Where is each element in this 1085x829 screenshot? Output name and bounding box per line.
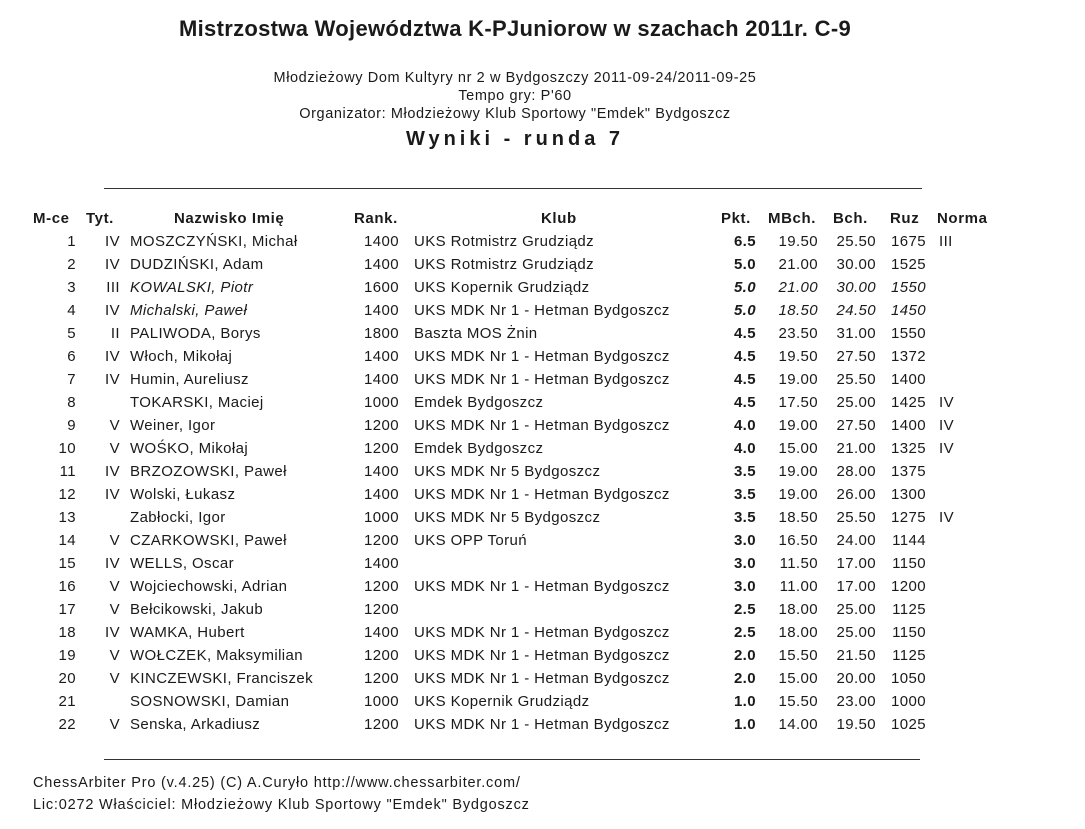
cell-title: V	[109, 670, 120, 687]
cell-place: 16	[58, 578, 76, 595]
cell-bch: 30.00	[836, 279, 876, 296]
footer-software: ChessArbiter Pro (v.4.25) (C) A.Curyło http://www.chessarbiter.com/	[33, 775, 521, 791]
table-row	[0, 715, 1085, 738]
cell-mbch: 15.50	[778, 693, 818, 710]
cell-rank: 1200	[364, 578, 399, 595]
cell-player-name: DUDZIŃSKI, Adam	[130, 256, 264, 273]
cell-ruz: 1300	[891, 486, 926, 503]
cell-title: V	[109, 716, 120, 733]
bottom-divider	[104, 759, 920, 760]
cell-ruz: 1425	[891, 394, 926, 411]
cell-ruz: 1125	[892, 647, 926, 664]
cell-rank: 1400	[364, 233, 399, 250]
cell-place: 2	[67, 256, 76, 273]
cell-rank: 1400	[364, 486, 399, 503]
cell-rank: 1000	[364, 509, 399, 526]
cell-mbch: 17.50	[778, 394, 818, 411]
cell-place: 3	[67, 279, 76, 296]
cell-place: 4	[67, 302, 76, 319]
cell-ruz: 1372	[891, 348, 926, 365]
cell-club: UKS Rotmistrz Grudziądz	[414, 233, 595, 250]
table-row	[0, 278, 1085, 301]
cell-player-name: BRZOZOWSKI, Paweł	[130, 463, 287, 480]
cell-player-name: Humin, Aureliusz	[130, 371, 249, 388]
cell-place: 15	[58, 555, 76, 572]
organizer-line: Organizator: Młodzieżowy Klub Sportowy "Emdek" Bydgoszcz	[299, 106, 731, 122]
cell-mbch: 15.00	[778, 670, 818, 687]
cell-points: 5.0	[733, 256, 756, 273]
cell-place: 18	[58, 624, 76, 641]
cell-points: 4.5	[733, 394, 756, 411]
cell-title: IV	[105, 302, 120, 319]
cell-club: UKS MDK Nr 1 - Hetman Bydgoszcz	[414, 302, 670, 319]
col-header-title: Tyt.	[86, 210, 114, 227]
cell-rank: 1400	[364, 463, 399, 480]
cell-ruz: 1325	[891, 440, 926, 457]
cell-points: 2.0	[733, 647, 756, 664]
cell-club: UKS MDK Nr 1 - Hetman Bydgoszcz	[414, 716, 670, 733]
cell-points: 6.5	[733, 233, 756, 250]
cell-title: V	[109, 601, 120, 618]
cell-place: 9	[67, 417, 76, 434]
cell-mbch: 14.00	[778, 716, 818, 733]
col-header-name: Nazwisko Imię	[174, 210, 285, 227]
cell-mbch: 11.00	[779, 578, 818, 595]
table-row	[0, 531, 1085, 554]
cell-player-name: Zabłocki, Igor	[130, 509, 226, 526]
cell-title: IV	[105, 463, 120, 480]
cell-mbch: 23.50	[778, 325, 818, 342]
cell-rank: 1200	[364, 532, 399, 549]
cell-mbch: 19.00	[778, 417, 818, 434]
cell-player-name: CZARKOWSKI, Paweł	[130, 532, 287, 549]
cell-title: IV	[105, 256, 120, 273]
cell-place: 14	[58, 532, 76, 549]
cell-rank: 1600	[364, 279, 399, 296]
cell-place: 8	[67, 394, 76, 411]
cell-points: 4.5	[733, 348, 756, 365]
cell-club: UKS MDK Nr 1 - Hetman Bydgoszcz	[414, 348, 670, 365]
cell-points: 3.5	[733, 486, 756, 503]
cell-points: 4.5	[733, 325, 756, 342]
cell-bch: 27.50	[836, 417, 876, 434]
cell-ruz: 1400	[891, 371, 926, 388]
table-row	[0, 416, 1085, 439]
cell-bch: 26.00	[836, 486, 876, 503]
table-row	[0, 600, 1085, 623]
cell-points: 4.0	[733, 417, 756, 434]
cell-place: 1	[67, 233, 76, 250]
cell-points: 4.5	[733, 371, 756, 388]
table-row	[0, 485, 1085, 508]
cell-title: IV	[105, 555, 120, 572]
col-header-club: Klub	[541, 210, 577, 227]
cell-club: UKS MDK Nr 1 - Hetman Bydgoszcz	[414, 624, 670, 641]
cell-title: IV	[105, 624, 120, 641]
footer-license: Lic:0272 Właściciel: Młodzieżowy Klub Sportowy "Emdek" Bydgoszcz	[33, 797, 530, 813]
cell-points: 3.5	[733, 509, 756, 526]
cell-place: 13	[58, 509, 76, 526]
cell-title: V	[109, 532, 120, 549]
cell-club: UKS MDK Nr 1 - Hetman Bydgoszcz	[414, 647, 670, 664]
cell-bch: 25.00	[836, 601, 876, 618]
round-heading: Wyniki - runda 7	[405, 128, 625, 150]
cell-bch: 25.00	[836, 394, 876, 411]
cell-norma: IV	[939, 417, 954, 434]
venue-line: Młodzieżowy Dom Kultyry nr 2 w Bydgoszczy 2011-09-24/2011-09-25	[273, 70, 757, 86]
cell-club: Emdek Bydgoszcz	[414, 440, 544, 457]
cell-mbch: 21.00	[778, 256, 818, 273]
cell-player-name: MOSZCZYŃSKI, Michał	[130, 233, 298, 250]
cell-bch: 24.00	[836, 532, 876, 549]
cell-title: III	[106, 279, 120, 296]
cell-player-name: WOŁCZEK, Maksymilian	[130, 647, 304, 664]
cell-rank: 1400	[364, 348, 399, 365]
cell-bch: 28.00	[836, 463, 876, 480]
cell-bch: 17.00	[836, 578, 876, 595]
cell-rank: 1400	[364, 371, 399, 388]
cell-rank: 1400	[364, 624, 399, 641]
cell-player-name: Wojciechowski, Adrian	[130, 578, 288, 595]
table-row	[0, 577, 1085, 600]
table-row	[0, 232, 1085, 255]
table-row	[0, 370, 1085, 393]
cell-title: V	[109, 578, 120, 595]
table-header	[0, 209, 1085, 232]
cell-player-name: KOWALSKI, Piotr	[130, 279, 254, 296]
col-header-norma: Norma	[937, 210, 988, 227]
cell-points: 4.0	[733, 440, 756, 457]
table-row	[0, 554, 1085, 577]
cell-player-name: Michalski, Paweł	[130, 302, 248, 319]
cell-bch: 20.00	[836, 670, 876, 687]
cell-mbch: 18.00	[778, 601, 818, 618]
cell-rank: 1000	[364, 394, 399, 411]
cell-bch: 27.50	[836, 348, 876, 365]
col-header-place: M-ce	[33, 210, 70, 227]
table-row	[0, 301, 1085, 324]
cell-title: IV	[105, 348, 120, 365]
cell-place: 11	[59, 463, 76, 480]
cell-norma: IV	[939, 394, 954, 411]
cell-bch: 25.50	[836, 233, 876, 250]
table-row	[0, 393, 1085, 416]
cell-bch: 17.00	[836, 555, 876, 572]
cell-club: UKS MDK Nr 5 Bydgoszcz	[414, 509, 601, 526]
cell-bch: 19.50	[836, 716, 876, 733]
table-row	[0, 508, 1085, 531]
cell-mbch: 19.00	[778, 463, 818, 480]
cell-bch: 25.00	[836, 624, 876, 641]
cell-title: IV	[105, 233, 120, 250]
tempo-line: Tempo gry: P'60	[458, 88, 572, 104]
cell-club: UKS MDK Nr 5 Bydgoszcz	[414, 463, 601, 480]
cell-ruz: 1550	[891, 279, 926, 296]
cell-mbch: 15.50	[778, 647, 818, 664]
cell-points: 1.0	[733, 716, 756, 733]
cell-place: 10	[58, 440, 76, 457]
cell-mbch: 15.00	[778, 440, 818, 457]
cell-place: 19	[58, 647, 76, 664]
cell-rank: 1200	[364, 417, 399, 434]
cell-place: 7	[67, 371, 76, 388]
cell-rank: 1200	[364, 440, 399, 457]
cell-ruz: 1450	[891, 302, 926, 319]
cell-player-name: Bełcikowski, Jakub	[130, 601, 264, 618]
table-row	[0, 255, 1085, 278]
cell-player-name: WELLS, Oscar	[130, 555, 234, 572]
cell-club: UKS MDK Nr 1 - Hetman Bydgoszcz	[414, 578, 670, 595]
cell-mbch: 19.50	[778, 348, 818, 365]
cell-points: 5.0	[733, 279, 756, 296]
cell-points: 3.0	[733, 555, 756, 572]
cell-mbch: 21.00	[778, 279, 818, 296]
cell-rank: 1200	[364, 647, 399, 664]
cell-place: 6	[67, 348, 76, 365]
cell-points: 2.0	[733, 670, 756, 687]
table-row	[0, 646, 1085, 669]
cell-norma: IV	[939, 509, 954, 526]
cell-rank: 1200	[364, 670, 399, 687]
cell-bch: 21.50	[836, 647, 876, 664]
cell-mbch: 18.50	[778, 509, 818, 526]
cell-points: 3.0	[733, 578, 756, 595]
cell-norma: IV	[939, 440, 954, 457]
cell-club: Emdek Bydgoszcz	[414, 394, 544, 411]
cell-ruz: 1000	[891, 693, 926, 710]
cell-bch: 21.00	[836, 440, 876, 457]
cell-points: 2.5	[733, 624, 756, 641]
cell-club: Baszta MOS Żnin	[414, 325, 538, 342]
cell-place: 21	[58, 693, 76, 710]
cell-title: V	[109, 440, 120, 457]
cell-place: 22	[58, 716, 76, 733]
cell-title: V	[109, 647, 120, 664]
cell-points: 5.0	[733, 302, 756, 319]
table-row	[0, 439, 1085, 462]
cell-rank: 1800	[364, 325, 399, 342]
cell-mbch: 18.50	[778, 302, 818, 319]
cell-bch: 23.00	[836, 693, 876, 710]
col-header-points: Pkt.	[721, 210, 751, 227]
cell-ruz: 1200	[891, 578, 926, 595]
cell-player-name: WOŚKO, Mikołaj	[130, 440, 249, 457]
cell-rank: 1200	[364, 716, 399, 733]
cell-club: UKS OPP Toruń	[414, 532, 528, 549]
cell-club: UKS Rotmistrz Grudziądz	[414, 256, 595, 273]
col-header-rank: Rank.	[354, 210, 398, 227]
cell-player-name: Senska, Arkadiusz	[130, 716, 261, 733]
cell-player-name: TOKARSKI, Maciej	[130, 394, 264, 411]
cell-ruz: 1275	[891, 509, 926, 526]
cell-club: UKS MDK Nr 1 - Hetman Bydgoszcz	[414, 417, 670, 434]
cell-rank: 1000	[364, 693, 399, 710]
cell-points: 2.5	[733, 601, 756, 618]
table-row	[0, 669, 1085, 692]
cell-ruz: 1400	[891, 417, 926, 434]
cell-player-name: Weiner, Igor	[130, 417, 216, 434]
cell-bch: 30.00	[836, 256, 876, 273]
cell-player-name: KINCZEWSKI, Franciszek	[130, 670, 313, 687]
cell-ruz: 1144	[892, 532, 926, 549]
cell-points: 3.0	[733, 532, 756, 549]
cell-title: IV	[105, 371, 120, 388]
cell-player-name: Wolski, Łukasz	[130, 486, 236, 503]
cell-ruz: 1150	[892, 624, 926, 641]
table-row	[0, 347, 1085, 370]
top-divider	[104, 188, 922, 189]
document-title: Mistrzostwa Województwa K-PJuniorow w szachach 2011r. C-9	[179, 16, 851, 41]
cell-club: UKS MDK Nr 1 - Hetman Bydgoszcz	[414, 486, 670, 503]
cell-ruz: 1375	[891, 463, 926, 480]
cell-title: IV	[105, 486, 120, 503]
cell-points: 3.5	[733, 463, 756, 480]
col-header-ruz: Ruz	[890, 210, 920, 227]
cell-ruz: 1050	[891, 670, 926, 687]
cell-rank: 1200	[364, 601, 399, 618]
table-row	[0, 462, 1085, 485]
cell-rank: 1400	[364, 256, 399, 273]
cell-ruz: 1150	[892, 555, 926, 572]
cell-ruz: 1675	[891, 233, 926, 250]
cell-ruz: 1125	[892, 601, 926, 618]
cell-bch: 25.50	[836, 371, 876, 388]
table-row	[0, 623, 1085, 646]
cell-player-name: WAMKA, Hubert	[130, 624, 245, 641]
cell-player-name: Włoch, Mikołaj	[130, 348, 233, 365]
col-header-mbch: MBch.	[768, 210, 816, 227]
cell-bch: 31.00	[836, 325, 876, 342]
cell-place: 5	[67, 325, 76, 342]
cell-player-name: PALIWODA, Borys	[130, 325, 261, 342]
cell-ruz: 1550	[891, 325, 926, 342]
cell-club: UKS Kopernik Grudziądz	[414, 693, 590, 710]
col-header-bch: Bch.	[833, 210, 868, 227]
cell-club: UKS Kopernik Grudziądz	[414, 279, 590, 296]
cell-ruz: 1525	[891, 256, 926, 273]
cell-place: 17	[58, 601, 76, 618]
cell-points: 1.0	[733, 693, 756, 710]
cell-mbch: 11.50	[779, 555, 818, 572]
cell-title: II	[110, 325, 120, 342]
cell-rank: 1400	[364, 555, 399, 572]
cell-rank: 1400	[364, 302, 399, 319]
cell-norma: III	[939, 233, 953, 250]
cell-mbch: 16.50	[778, 532, 818, 549]
cell-title: V	[109, 417, 120, 434]
cell-bch: 25.50	[836, 509, 876, 526]
cell-ruz: 1025	[891, 716, 926, 733]
table-row	[0, 324, 1085, 347]
cell-player-name: SOSNOWSKI, Damian	[130, 693, 290, 710]
cell-place: 12	[58, 486, 76, 503]
cell-mbch: 19.00	[778, 486, 818, 503]
cell-club: UKS MDK Nr 1 - Hetman Bydgoszcz	[414, 670, 670, 687]
table-row	[0, 692, 1085, 715]
cell-mbch: 19.00	[778, 371, 818, 388]
cell-club: UKS MDK Nr 1 - Hetman Bydgoszcz	[414, 371, 670, 388]
cell-place: 20	[58, 670, 76, 687]
cell-mbch: 18.00	[778, 624, 818, 641]
cell-bch: 24.50	[836, 302, 876, 319]
cell-mbch: 19.50	[778, 233, 818, 250]
